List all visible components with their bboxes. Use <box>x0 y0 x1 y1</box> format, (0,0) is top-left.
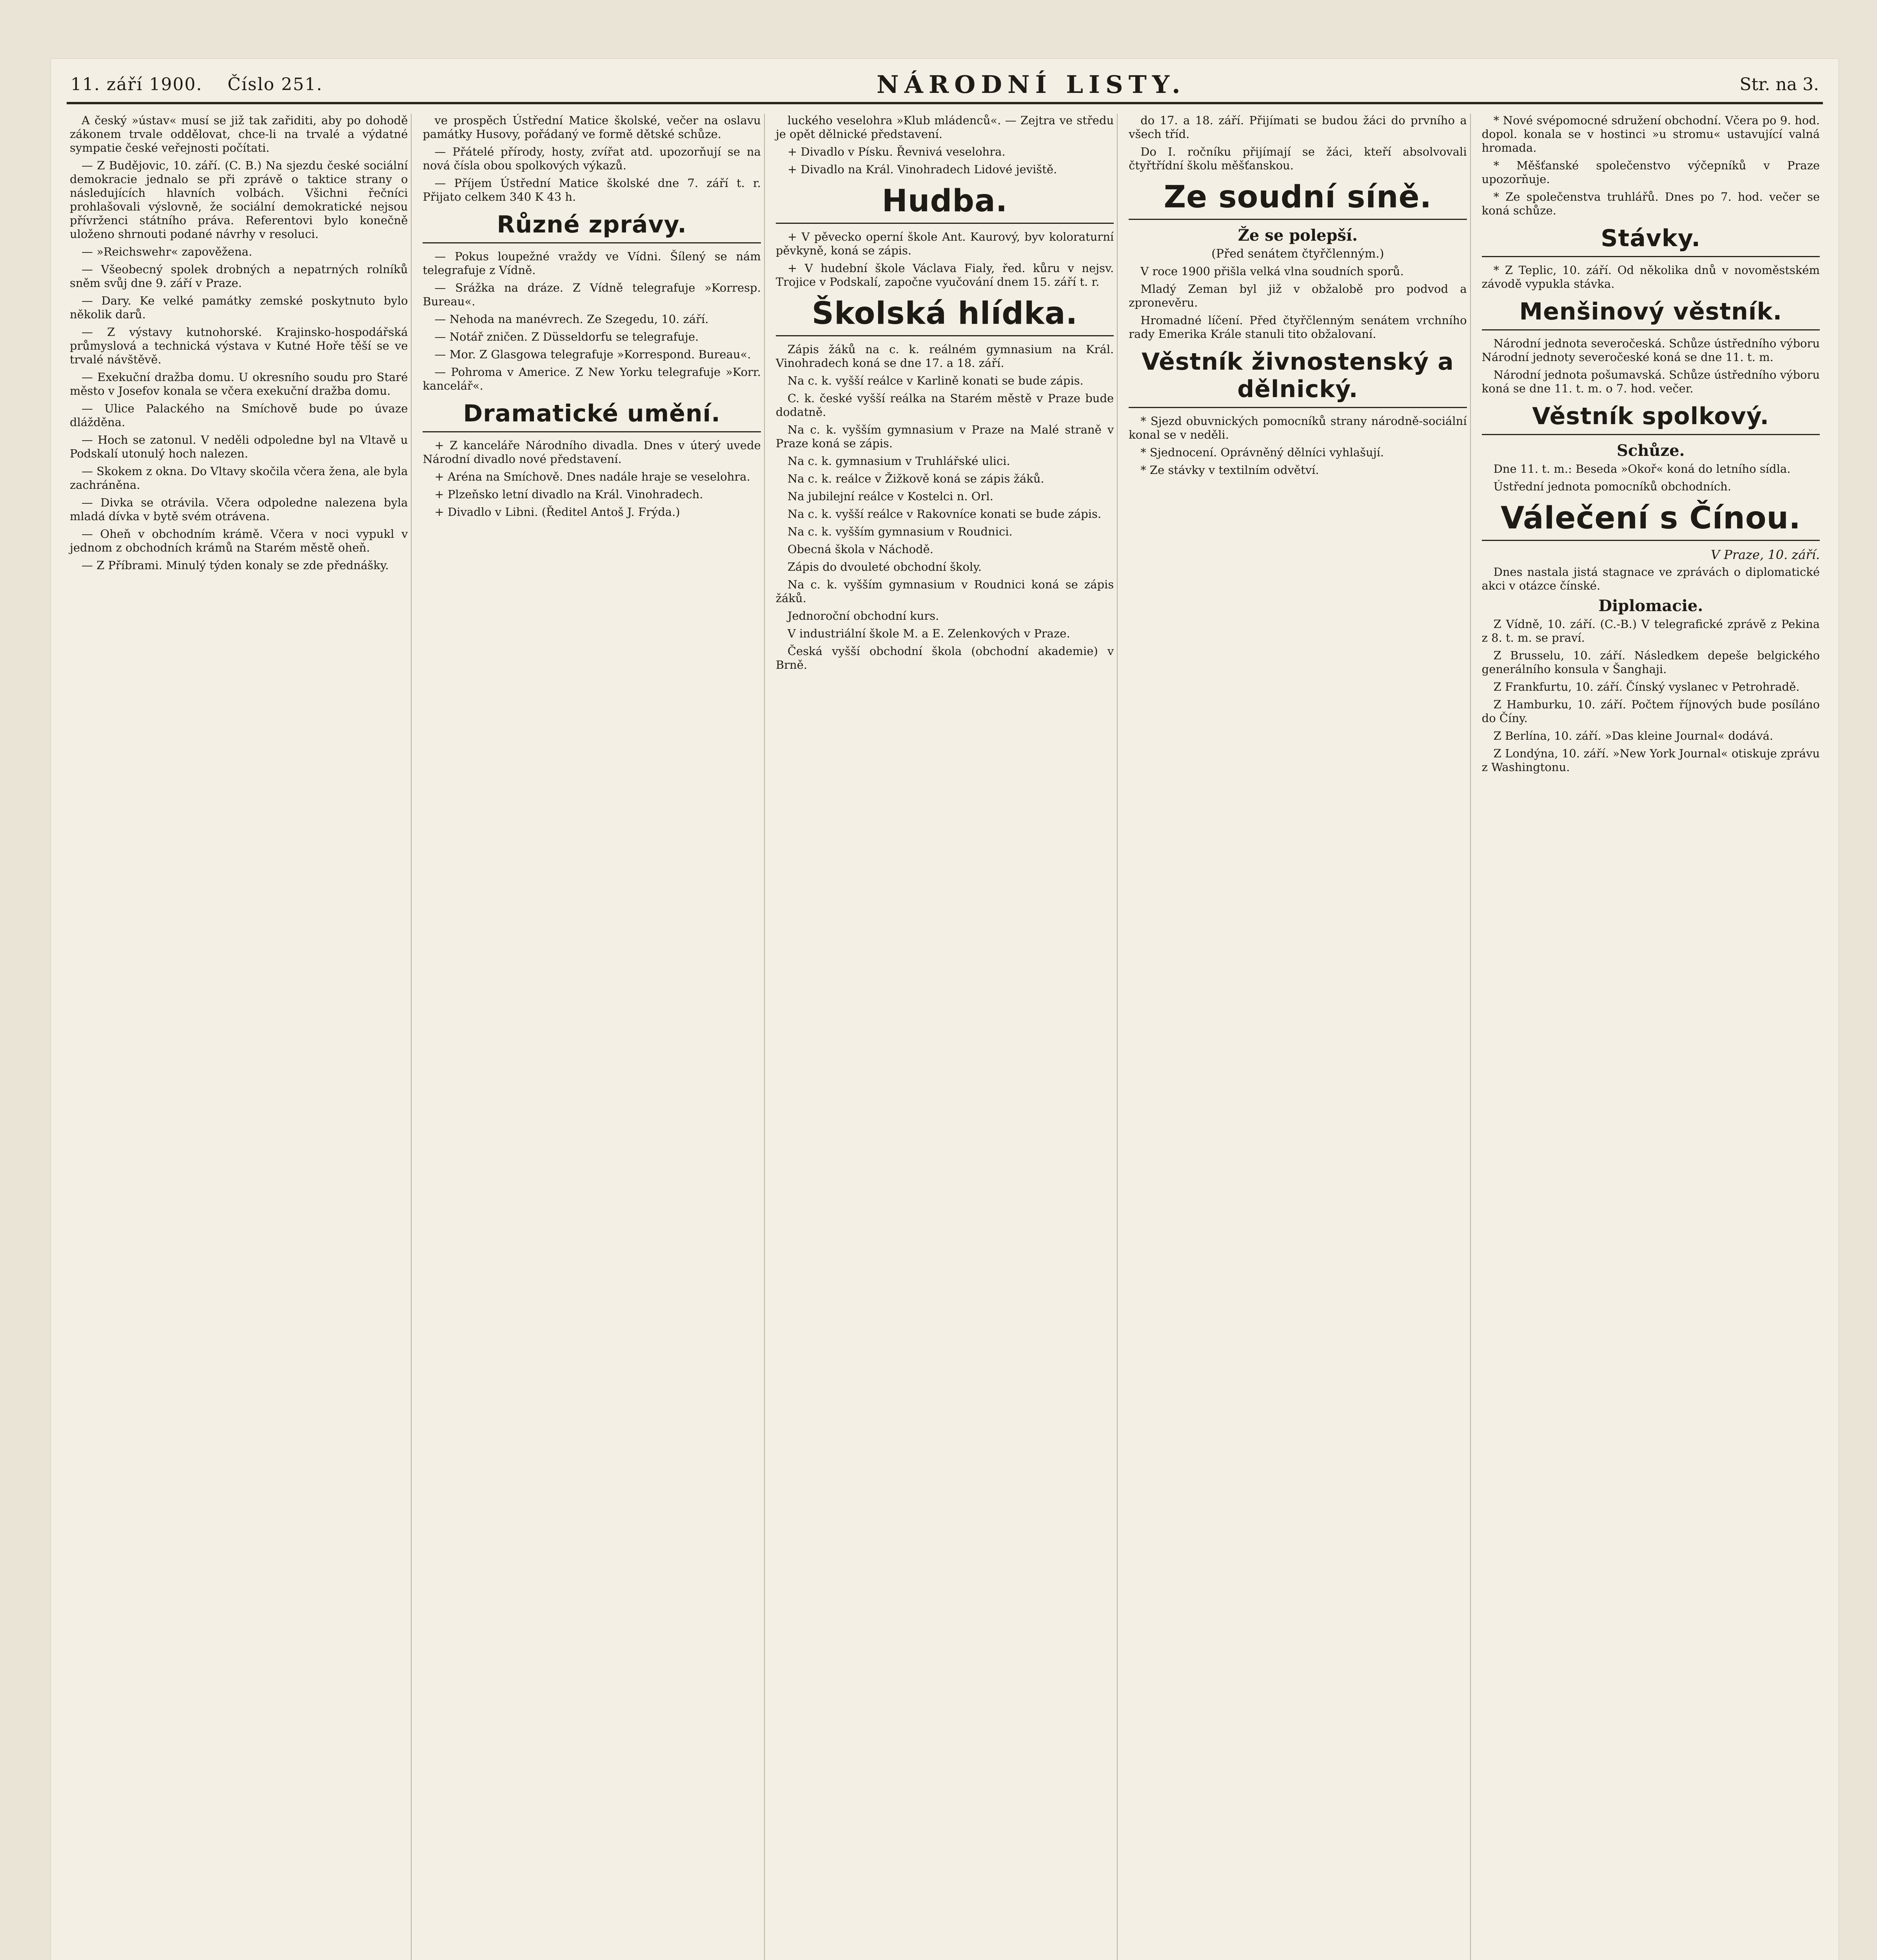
column-1 <box>67 114 412 1960</box>
article-paragraph: — Notář zničen. Z Düsseldorfu se telegrafuje. <box>434 330 699 343</box>
article-paragraph: Obecná škola v Náchodě. <box>787 543 934 556</box>
article-paragraph: — Hoch se zatonul. V neděli odpoledne byl na Vltavě u Podskalí utonulý hoch nalezen. <box>70 433 408 460</box>
article-paragraph: — Exekuční dražba domu. U okresního soudu pro Staré město v Josefov konala se včera exekuční dražba domu. <box>70 370 408 397</box>
article-paragraph: Na c. k. vyšším gymnasium v Roudnici. <box>787 525 1013 538</box>
article-paragraph: — Přátelé přírody, hosty, zvířat atd. upozorňují se na nová čísla obou spolkových výkazů. <box>423 145 761 172</box>
article-paragraph: + Divadlo v Libni. (Ředitel Antoš J. Frýda.) <box>434 505 680 519</box>
article-paragraph: Dne 11. t. m.: Beseda »Okoř« koná do letního sídla. <box>1493 462 1791 475</box>
article-paragraph: * Z Teplic, 10. září. Od několika dnů v novoměstském závodě vypukla stávka. <box>1481 263 1820 290</box>
section-heading: Ze soudní síně. <box>1129 180 1467 220</box>
section-heading: Školská hlídka. <box>776 296 1114 336</box>
article-paragraph: Na c. k. vyšší reálce v Karlině konati se bude zápis. <box>787 374 1084 387</box>
section-heading: Hudba. <box>776 183 1114 224</box>
article-paragraph: — Příjem Ústřední Matice školské dne 7. září t. r. Přijato celkem 340 K 43 h. <box>423 176 761 203</box>
issue-date: 11. září 1900. <box>71 74 203 94</box>
article-dateline: V Praze, 10. září. <box>1711 547 1820 562</box>
article-paragraph: Mladý Zeman byl již v obžalobě pro podvod a zpronevěru. <box>1129 282 1467 309</box>
article-paragraph: Na c. k. vyšším gymnasium v Praze na Malé straně v Praze koná se zápis. <box>775 423 1114 450</box>
article-paragraph: — Pohroma v Americe. Z New Yorku telegrafuje »Korr. kancelář«. <box>423 365 761 392</box>
section-heading: Válečení s Čínou. <box>1482 501 1820 541</box>
article-paragraph: Na c. k. gymnasium v Truhlářské ulici. <box>787 454 1010 468</box>
column-4 <box>1125 114 1470 1960</box>
newspaper-page <box>51 59 1839 1960</box>
column-5 <box>1479 114 1823 1960</box>
article-paragraph: — Srážka na dráze. Z Vídně telegrafuje »Korresp. Bureau«. <box>423 281 761 308</box>
article-paragraph: Na c. k. vyšším gymnasium v Roudnici koná se zápis žáků. <box>775 578 1114 605</box>
columns <box>67 114 1823 1960</box>
article-paragraph: Jednoroční obchodní kurs. <box>787 609 939 622</box>
article-paragraph: V industriální škole M. a E. Zelenkových v Praze. <box>787 627 1070 640</box>
issue-info <box>71 74 323 94</box>
article-paragraph: + Z kanceláře Národního divadla. Dnes v úterý uvede Národní divadlo nové představení. <box>423 439 761 466</box>
article-paragraph: Z Berlína, 10. září. »Das kleine Journal« dodává. <box>1493 729 1774 742</box>
article-paragraph: — Z Příbrami. Minulý týden konaly se zde přednášky. <box>82 559 389 572</box>
article-paragraph: Do I. ročníku přijímají se žáci, kteří absolvovali čtyřtřídní školu měšťanskou. <box>1129 145 1467 172</box>
article-paragraph: do 17. a 18. září. Přijímati se budou žáci do prvního a všech tříd. <box>1129 114 1467 141</box>
article-paragraph: Z Hamburku, 10. září. Počtem říjnových bude posíláno do Číny. <box>1481 698 1820 725</box>
section-heading: Různé zprávy. <box>423 211 761 243</box>
article-paragraph: Národní jednota pošumavská. Schůze ústředního výboru koná se dne 11. t. m. o 7. hod. večer. <box>1481 368 1820 395</box>
section-heading: Stávky. <box>1482 225 1820 257</box>
article-paragraph: — Skokem z okna. Do Vltavy skočila včera žena, ale byla zachráněna. <box>70 465 408 492</box>
issue-number: Číslo 251. <box>227 74 323 94</box>
article-paragraph: — Z výstavy kutnohorské. Krajinsko-hospodářská průmyslová a technická výstava v Kutné Hoře těší se ve trvalé návštěvě. <box>70 325 408 366</box>
article-paragraph: * Sjednocení. Oprávněný dělníci vyhlašují. <box>1140 446 1384 459</box>
column-2 <box>419 114 764 1960</box>
article-paragraph: Česká vyšší obchodní škola (obchodní akademie) v Brně. <box>775 644 1114 671</box>
article-subnote: (Před senátem čtyřčlenným.) <box>1211 247 1384 261</box>
article-paragraph: * Ze společenstva truhlářů. Dnes po 7. hod. večer se koná schůze. <box>1481 190 1820 217</box>
article-paragraph: — Všeobecný spolek drobných a nepatrných rolníků sněm svůj dne 9. září v Praze. <box>70 263 408 290</box>
article-paragraph: C. k. české vyšší reálka na Starém městě v Praze bude dodatně. <box>775 392 1114 419</box>
article-paragraph: Z Brusselu, 10. září. Následkem depeše belgického generálního konsula v Šanghaji. <box>1481 649 1820 676</box>
article-paragraph: Na c. k. reálce v Žižkově koná se zápis žáků. <box>787 472 1044 485</box>
article-paragraph: — Pokus loupežné vraždy ve Vídni. Šílený se nám telegrafuje z Vídně. <box>423 250 761 277</box>
article-paragraph: — Ulice Palackého na Smíchově bude po úvaze dlážděna. <box>70 402 408 429</box>
article-paragraph: — Z Budějovic, 10. září. (C. B.) Na sjezdu české sociální demokracie jednalo se při zprávě o taktice strany o následujících hlavních volbách. Všichni řečníci prohlašovali výslovně, že sociální demokratické nejsou přívrženci státního práva. Referentovi bylo konečně uloženo shrnouti podané návrhy v resoluci. <box>70 159 408 241</box>
section-heading: Dramatické umění. <box>423 400 761 432</box>
article-paragraph: — Nehoda na manévrech. Ze Szegedu, 10. září. <box>434 312 709 326</box>
article-paragraph: * Sjezd obuvnických pomocníků strany národně-sociální konal se v neděli. <box>1129 414 1467 441</box>
section-heading: Věstník spolkový. <box>1482 403 1820 435</box>
article-subheading: Že se polepší. <box>1238 226 1358 245</box>
article-paragraph: luckého veselohra »Klub mládenců«. — Zejtra ve středu je opět dělnické představení. <box>775 114 1114 141</box>
article-paragraph: Z Londýna, 10. září. »New York Journal« otiskuje zprávu z Washingtonu. <box>1481 747 1820 774</box>
article-paragraph: ve prospěch Ústřední Matice školské, večer na oslavu památky Husovy, pořádaný ve formě dětské schůze. <box>423 114 761 141</box>
article-paragraph: Dnes nastala jistá stagnace ve zprávách o diplomatické akci v otázce čínské. <box>1481 565 1820 592</box>
article-paragraph: — »Reichswehr« zapověžena. <box>82 245 252 258</box>
article-paragraph: + Plzeňsko letní divadlo na Král. Vinohradech. <box>434 488 703 501</box>
article-paragraph: + V pěvecko operní škole Ant. Kaurový, byv koloraturní pěvkyně, koná se zápis. <box>775 230 1114 257</box>
article-paragraph: + Divadlo v Písku. Řevnivá veselohra. <box>787 145 1006 158</box>
paper-title: NÁRODNÍ LISTY. <box>876 70 1186 99</box>
section-heading: Věstník živnostenský a dělnický. <box>1129 348 1467 408</box>
page-label: Str. na 3. <box>1739 74 1819 94</box>
article-paragraph: Ústřední jednota pomocníků obchodních. <box>1493 480 1732 493</box>
article-paragraph: Z Vídně, 10. září. (C.-B.) V telegrafické zprávě z Pekina z 8. t. m. se praví. <box>1481 617 1820 644</box>
article-paragraph: * Měšťanské společenstvo výčepníků v Praze upozorňuje. <box>1481 159 1820 186</box>
column-3 <box>773 114 1118 1960</box>
article-paragraph: * Nové svépomocné sdružení obchodní. Včera po 9. hod. dopol. konala se v hostinci »u stromu« ustavující valná hromada. <box>1481 114 1820 154</box>
article-paragraph: — Divka se otrávila. Včera odpoledne nalezena byla mladá dívka v bytě svém otrávena. <box>70 496 408 523</box>
article-paragraph: — Dary. Ke velké památky zemské poskytnuto bylo několik darů. <box>70 294 408 321</box>
article-paragraph: Národní jednota severočeská. Schůze ústředního výboru Národní jednoty severočeské koná se dne 11. t. m. <box>1481 337 1820 364</box>
section-heading: Menšinový věstník. <box>1482 298 1820 330</box>
article-paragraph: + V hudební škole Václava Fialy, řed. kůru v nejsv. Trojice v Podskalí, započne vyučování dnem 15. září t. r. <box>775 261 1114 289</box>
article-paragraph: Na c. k. vyšší reálce v Rakovníce konati se bude zápis. <box>787 507 1102 521</box>
article-subheading: Diplomacie. <box>1598 597 1703 615</box>
article-paragraph: — Mor. Z Glasgowa telegrafuje »Korrespond. Bureau«. <box>434 348 751 361</box>
article-paragraph: Na jubilejní reálce v Kostelci n. Orl. <box>787 490 993 503</box>
article-paragraph: Z Frankfurtu, 10. září. Čínský vyslanec v Petrohradě. <box>1493 680 1800 693</box>
article-paragraph: Zápis žáků na c. k. reálném gymnasium na Král. Vinohradech koná se dne 17. a 18. září. <box>775 343 1114 370</box>
article-paragraph: Hromadné líčení. Před čtyřčlenným senátem vrchního rady Emerika Krále stanuli tito obžalovaní. <box>1129 314 1467 341</box>
article-paragraph: + Divadlo na Král. Vinohradech Lidové jeviště. <box>787 163 1057 176</box>
running-head <box>67 67 1823 104</box>
article-paragraph: Zápis do dvouleté obchodní školy. <box>787 560 982 573</box>
article-paragraph: V roce 1900 přišla velká vlna soudních sporů. <box>1140 265 1404 278</box>
article-paragraph: * Ze stávky v textilním odvětví. <box>1140 463 1319 477</box>
article-paragraph: — Oheň v obchodním krámě. Včera v noci vypukl v jednom z obchodních krámů na Starém městě oheň. <box>70 527 408 554</box>
article-paragraph: A český »ústav« musí se již tak zařiditi, aby po dohodě zákonem trvale oddělovat, chce-li na trvalé a výdatné sympatie české veřejnosti počítati. <box>70 114 408 154</box>
article-paragraph: + Aréna na Smíchově. Dnes nadále hraje se veselohra. <box>434 470 750 483</box>
article-subheading: Schůze. <box>1617 441 1685 460</box>
